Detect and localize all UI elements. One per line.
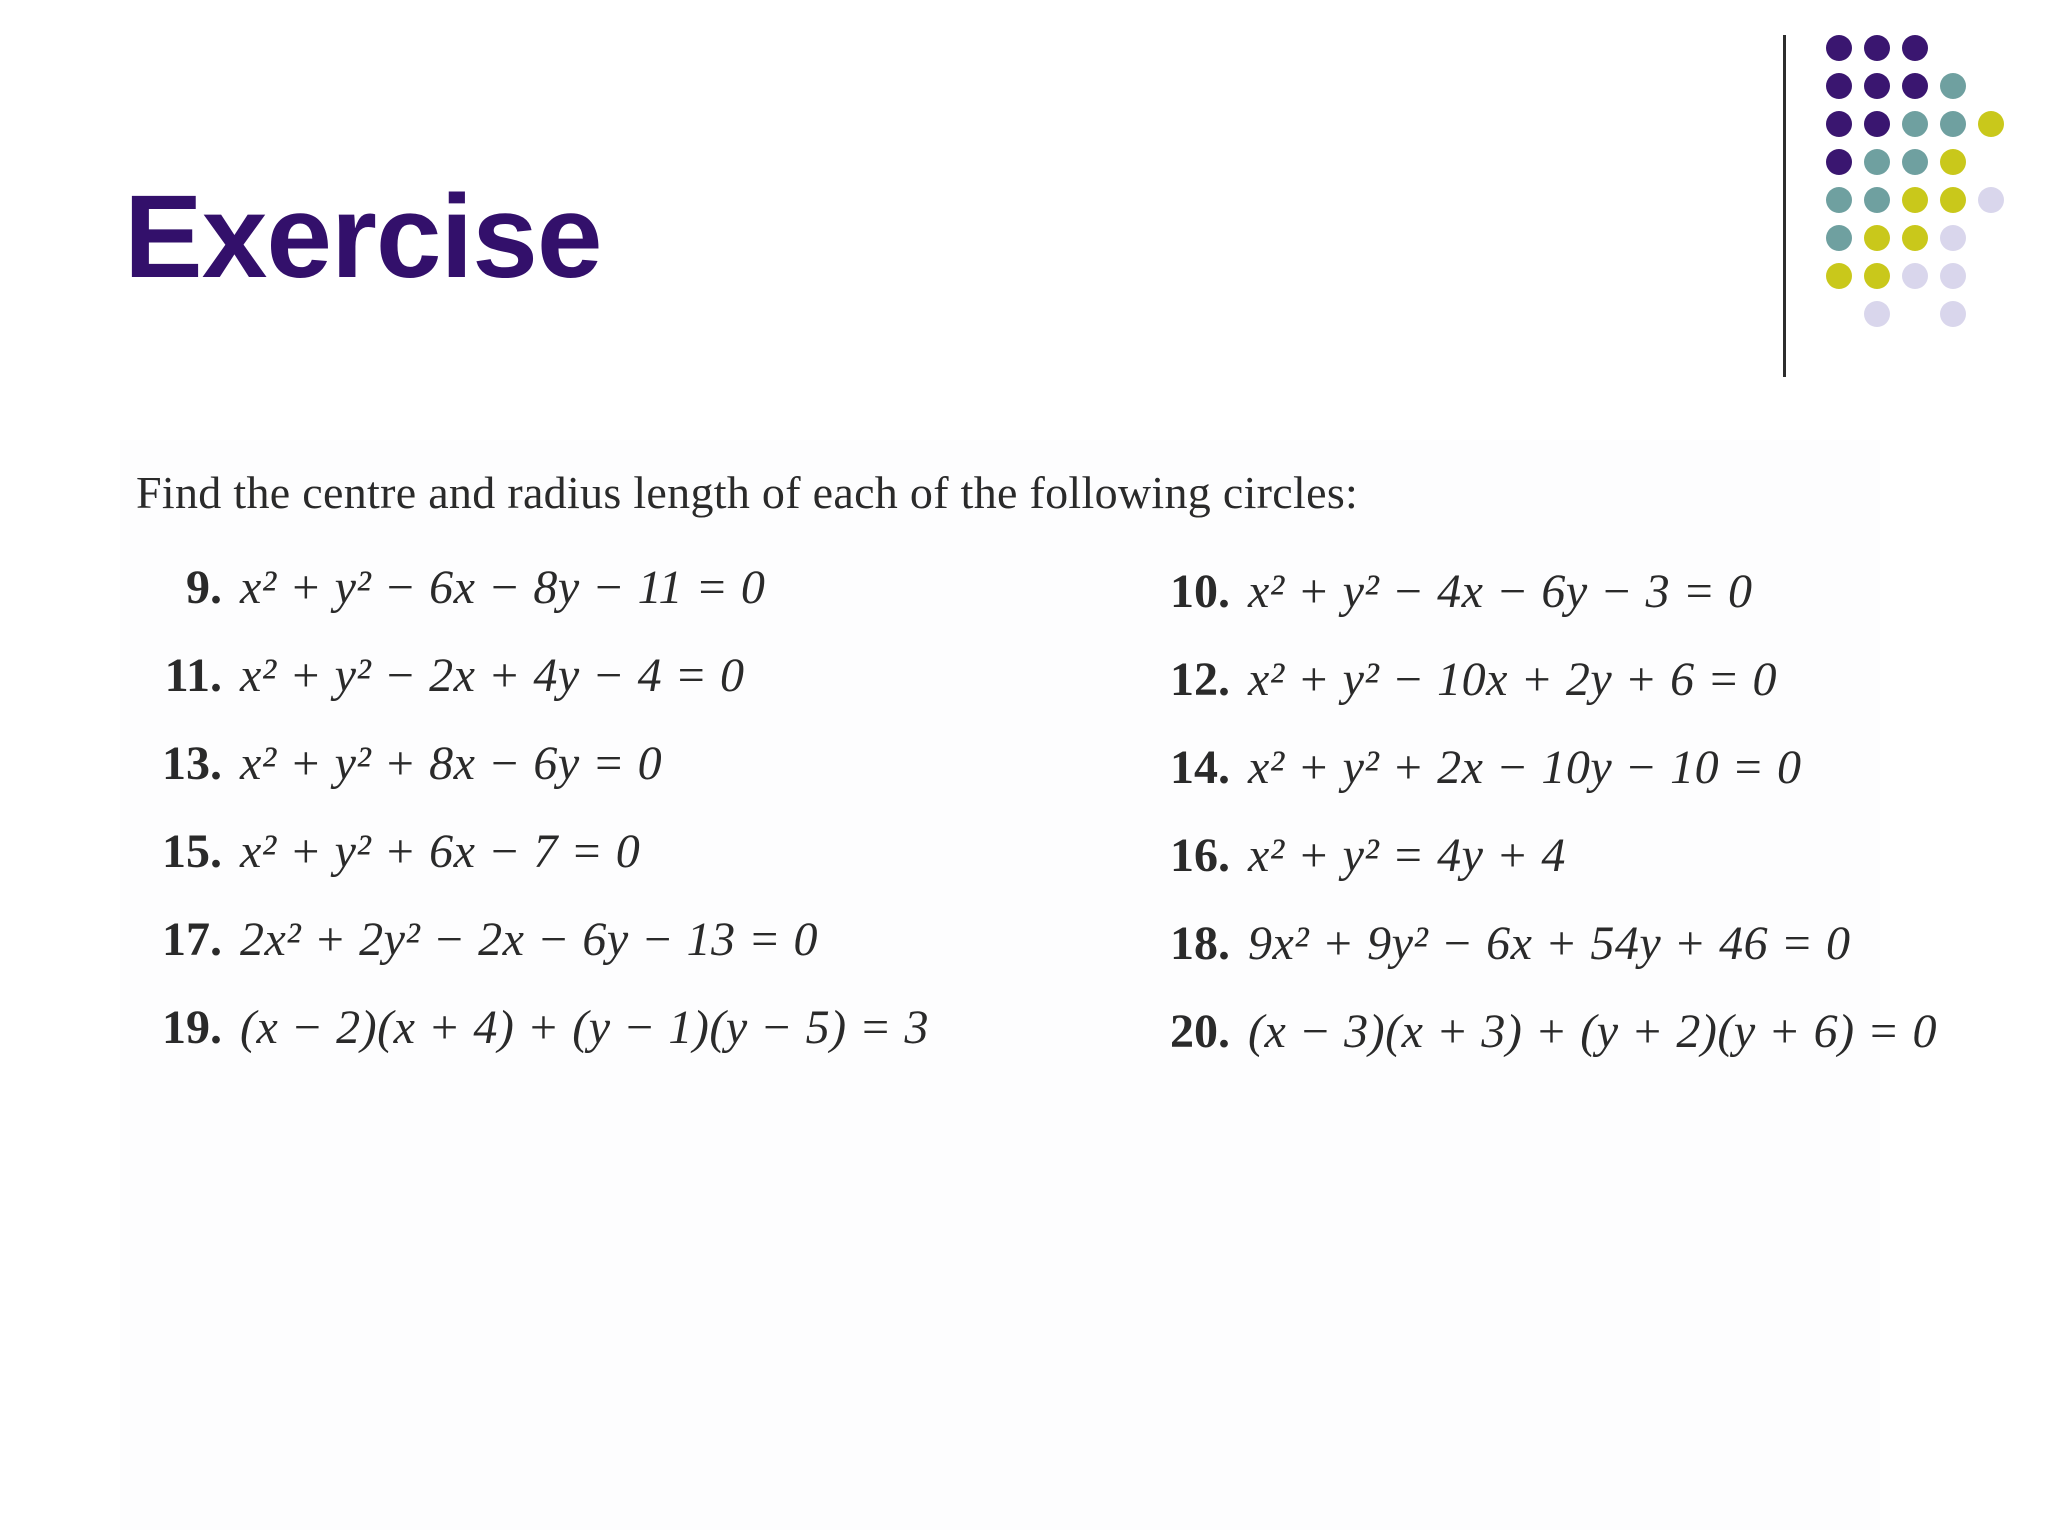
slide-title: Exercise bbox=[124, 171, 602, 303]
decorative-dot bbox=[1864, 73, 1890, 99]
problem-18 bbox=[1144, 916, 1850, 971]
problem-equation: x² + y² − 2x + 4y − 4 = 0 bbox=[240, 649, 745, 702]
problem-13 bbox=[136, 736, 662, 791]
decorative-dot bbox=[1902, 35, 1928, 61]
decorative-dot bbox=[1940, 225, 1966, 251]
problem-14 bbox=[1144, 740, 1801, 795]
decorative-dot bbox=[1940, 187, 1966, 213]
problem-equation: x² + y² + 2x − 10y − 10 = 0 bbox=[1248, 741, 1802, 794]
problem-number: 11. bbox=[164, 649, 222, 702]
problem-equation: 2x² + 2y² − 2x − 6y − 13 = 0 bbox=[240, 913, 818, 966]
problem-15 bbox=[136, 824, 640, 879]
problem-number: 15. bbox=[162, 825, 222, 878]
problem-9 bbox=[136, 560, 765, 615]
problem-16 bbox=[1144, 828, 1566, 883]
problem-number: 12. bbox=[1170, 653, 1230, 706]
decorative-dot bbox=[1902, 111, 1928, 137]
decorative-dot bbox=[1864, 301, 1890, 327]
decorative-dot bbox=[1940, 73, 1966, 99]
problem-equation: (x − 3)(x + 3) + (y + 2)(y + 6) = 0 bbox=[1248, 1005, 1937, 1058]
problem-11 bbox=[136, 648, 744, 703]
problem-number: 20. bbox=[1170, 1005, 1230, 1058]
decorative-dot bbox=[1902, 187, 1928, 213]
problem-equation: x² + y² + 8x − 6y = 0 bbox=[240, 737, 663, 790]
problem-number: 17. bbox=[162, 913, 222, 966]
decorative-dot bbox=[1864, 111, 1890, 137]
problem-equation: (x − 2)(x + 4) + (y − 1)(y − 5) = 3 bbox=[240, 1001, 929, 1054]
decorative-dot bbox=[1978, 187, 2004, 213]
exercise-instruction: Find the centre and radius length of each of the following circles: bbox=[136, 467, 1359, 518]
problem-number: 9. bbox=[186, 561, 222, 614]
problem-equation: x² + y² = 4y + 4 bbox=[1248, 829, 1566, 882]
problem-number: 18. bbox=[1170, 917, 1230, 970]
exercise-panel bbox=[120, 440, 1937, 1530]
decorative-dot bbox=[1864, 263, 1890, 289]
problem-number: 19. bbox=[162, 1001, 222, 1054]
decorative-dot bbox=[1826, 111, 1852, 137]
problem-12 bbox=[1144, 652, 1777, 707]
problem-number: 16. bbox=[1170, 829, 1230, 882]
decorative-dot bbox=[1826, 73, 1852, 99]
problem-number: 13. bbox=[162, 737, 222, 790]
problem-equation: x² + y² − 6x − 8y − 11 = 0 bbox=[240, 561, 766, 614]
decorative-dot bbox=[1826, 149, 1852, 175]
decorative-dot bbox=[1826, 187, 1852, 213]
decorative-dot bbox=[1864, 225, 1890, 251]
problem-10 bbox=[1144, 564, 1752, 619]
decorative-dot bbox=[1940, 111, 1966, 137]
decorative-dot bbox=[1826, 35, 1852, 61]
problem-19 bbox=[136, 1000, 929, 1055]
decorative-dot bbox=[1940, 149, 1966, 175]
decorative-dot bbox=[1864, 35, 1890, 61]
problem-17 bbox=[136, 912, 818, 967]
decorative-dot bbox=[1826, 225, 1852, 251]
problem-equation: x² + y² + 6x − 7 = 0 bbox=[240, 825, 641, 878]
decorative-dot bbox=[1826, 263, 1852, 289]
problem-number: 14. bbox=[1170, 741, 1230, 794]
decorative-dot bbox=[1864, 187, 1890, 213]
decorative-dot bbox=[1902, 263, 1928, 289]
decorative-dot bbox=[1940, 301, 1966, 327]
decorative-dot bbox=[1902, 225, 1928, 251]
decorative-dot bbox=[1940, 263, 1966, 289]
problem-equation: 9x² + 9y² − 6x + 54y + 46 = 0 bbox=[1248, 917, 1851, 970]
decorative-dot bbox=[1864, 149, 1890, 175]
problem-number: 10. bbox=[1170, 565, 1230, 618]
problem-20 bbox=[1144, 1004, 1937, 1059]
problem-equation: x² + y² − 4x − 6y − 3 = 0 bbox=[1248, 565, 1753, 618]
decorative-dot bbox=[1978, 111, 2004, 137]
decorative-dot bbox=[1902, 73, 1928, 99]
problem-equation: x² + y² − 10x + 2y + 6 = 0 bbox=[1248, 653, 1777, 706]
decorative-dot bbox=[1902, 149, 1928, 175]
vertical-divider bbox=[1783, 35, 1786, 377]
